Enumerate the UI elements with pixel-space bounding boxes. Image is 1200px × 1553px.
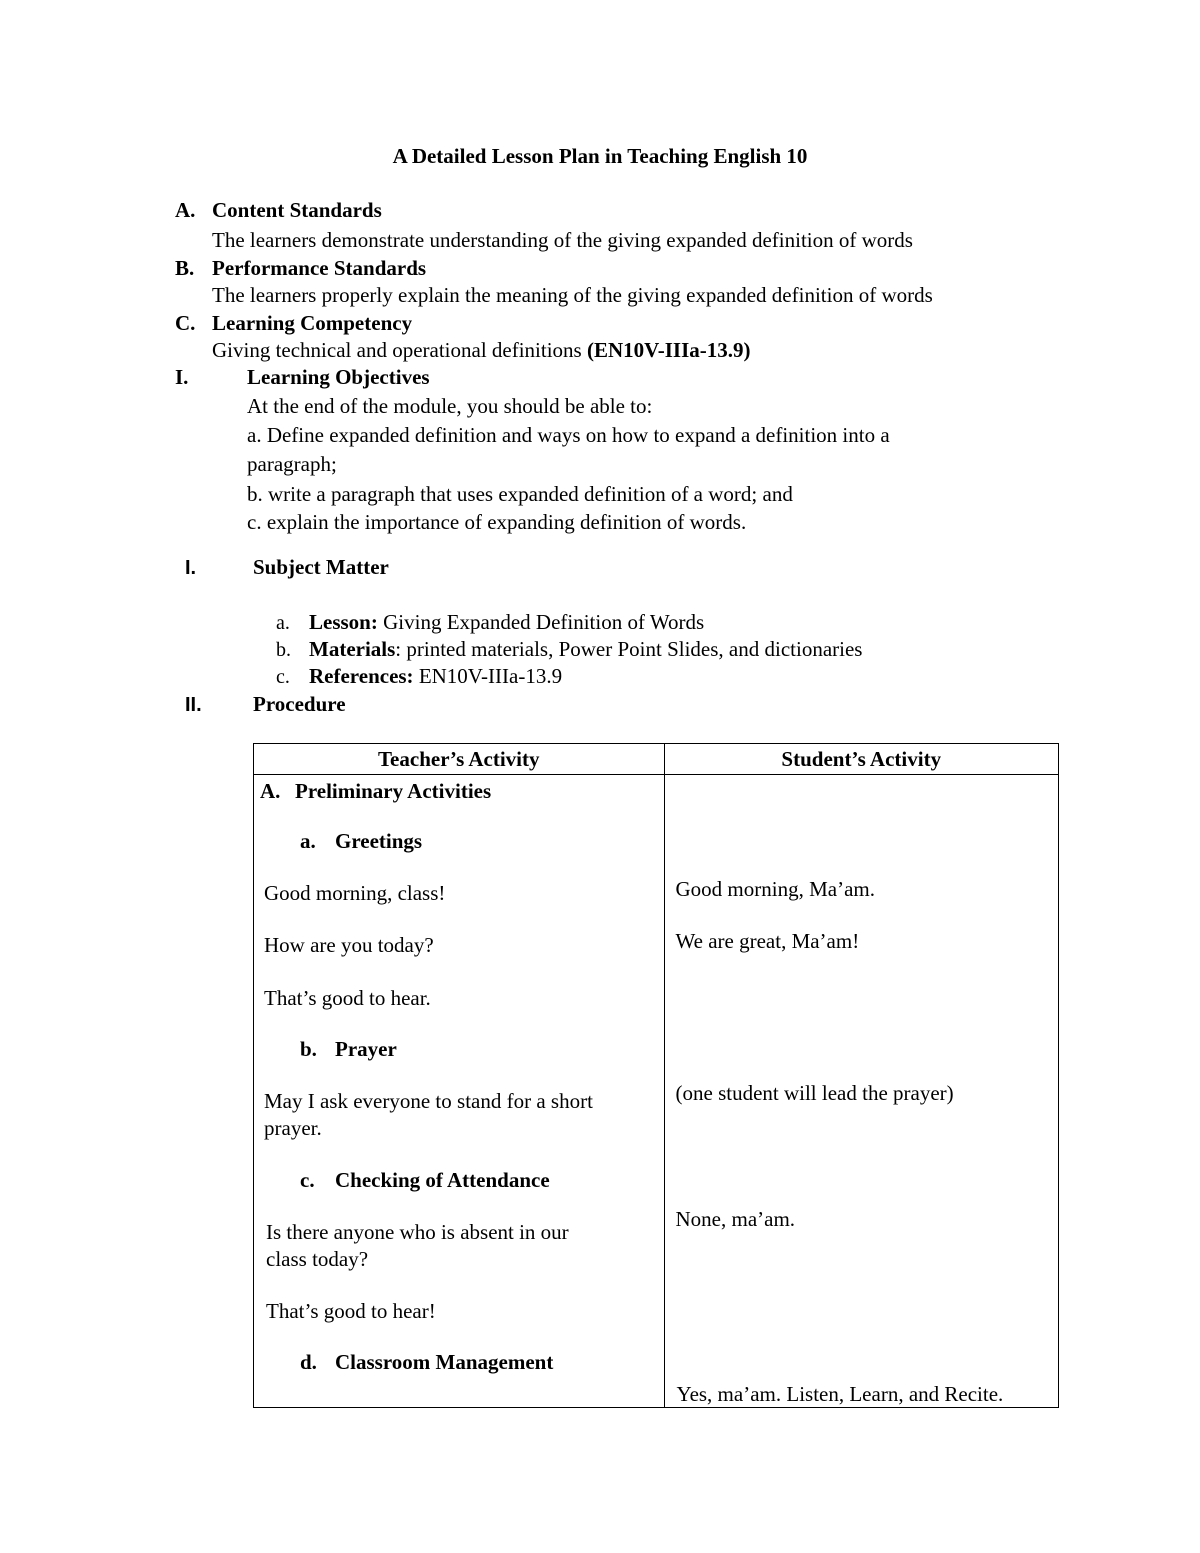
objective-c: c. explain the importance of expanding definition of words. [247,510,747,534]
content-standards-marker: A. [175,198,196,222]
subject-item-label: References: [309,664,414,688]
performance-standards-marker: B. [175,256,195,280]
preliminary-marker: A. [260,779,281,803]
teacher-attendance-line1: Is there anyone who is absent in our [266,1220,569,1244]
teacher-activity-header: Teacher’s Activity [254,744,665,775]
subject-item-value: EN10V-IIIa-13.9 [413,664,563,688]
subject-item-marker: a. [276,612,290,634]
student-attendance: None, ma’am. [675,1207,796,1231]
teacher-attendance-line2: class today? [266,1247,369,1271]
learning-objectives-marker: I. [175,365,189,389]
objective-a-line2: paragraph; [247,452,337,476]
teacher-greet-2: How are you today? [264,933,434,957]
student-greet-1: Good morning, Ma’am. [675,877,875,901]
table-row [254,775,1059,1408]
teacher-activity-cell [254,775,665,1408]
student-prayer: (one student will lead the prayer) [675,1081,954,1105]
greetings-marker: a. [300,829,316,853]
subject-item-lesson [276,610,290,635]
procedure-marker: II. [185,694,202,716]
teacher-prayer-line1: May I ask everyone to stand for a short [264,1089,593,1113]
preliminary-title: Preliminary Activities [295,779,492,803]
content-standards-heading: Content Standards [212,198,382,222]
subject-item-value: Giving Expanded Definition of Words [383,610,705,634]
subject-item-label: Materials [309,637,396,661]
attendance-title: Checking of Attendance [335,1168,550,1192]
subject-matter-heading: Subject Matter [253,555,389,579]
learning-competency-text: Giving technical and operational definitions [212,338,582,362]
performance-standards-body: The learners properly explain the meaning of the giving expanded definition of words [212,283,933,307]
learning-objectives-heading: Learning Objectives [247,365,430,389]
subject-item-materials-text [309,637,862,662]
student-activity-cell [664,775,1059,1408]
student-management: Yes, ma’am. Listen, Learn, and Recite. [676,1382,1004,1406]
content-standards-body: The learners demonstrate understanding of the giving expanded definition of words [212,228,913,252]
subject-matter-marker: I. [185,557,197,579]
objective-a-line1: a. Define expanded definition and ways on how to expand a definition into a [247,423,890,447]
learning-competency-marker: C. [175,311,196,335]
student-activity-header: Student’s Activity [664,744,1059,775]
subject-item-value: : printed materials, Power Point Slides, and dictionaries [395,637,863,661]
management-title: Classroom Management [335,1350,554,1374]
teacher-prayer-line2: prayer. [264,1116,322,1140]
objective-b: b. write a paragraph that uses expanded definition of a word; and [247,482,793,506]
learning-objectives-intro: At the end of the module, you should be able to: [247,394,653,418]
attendance-marker: c. [300,1168,315,1192]
teacher-attendance-reply: That’s good to hear! [266,1299,436,1323]
teacher-greet-1: Good morning, class! [264,881,446,905]
page-title: A Detailed Lesson Plan in Teaching English 10 [392,144,808,168]
subject-item-label: Lesson: [309,610,378,634]
performance-standards-heading: Performance Standards [212,256,427,280]
subject-item-references-text [309,664,562,689]
procedure-heading: Procedure [253,692,346,716]
prayer-marker: b. [300,1037,317,1061]
table-header-row [254,744,1059,775]
greetings-title: Greetings [335,829,423,853]
learning-competency-body [212,338,751,363]
subject-item-lesson-text [309,610,704,635]
prayer-title: Prayer [335,1037,397,1061]
student-greet-2: We are great, Ma’am! [675,929,860,953]
subject-item-materials [276,637,291,662]
subject-item-marker: b. [276,639,291,661]
subject-item-references [276,664,290,689]
teacher-greet-3: That’s good to hear. [264,986,431,1010]
management-marker: d. [300,1350,317,1374]
learning-competency-heading: Learning Competency [212,311,413,335]
procedure-table [253,743,1059,1408]
subject-item-marker: c. [276,666,290,688]
learning-competency-code: (EN10V-IIIa-13.9) [586,338,751,362]
